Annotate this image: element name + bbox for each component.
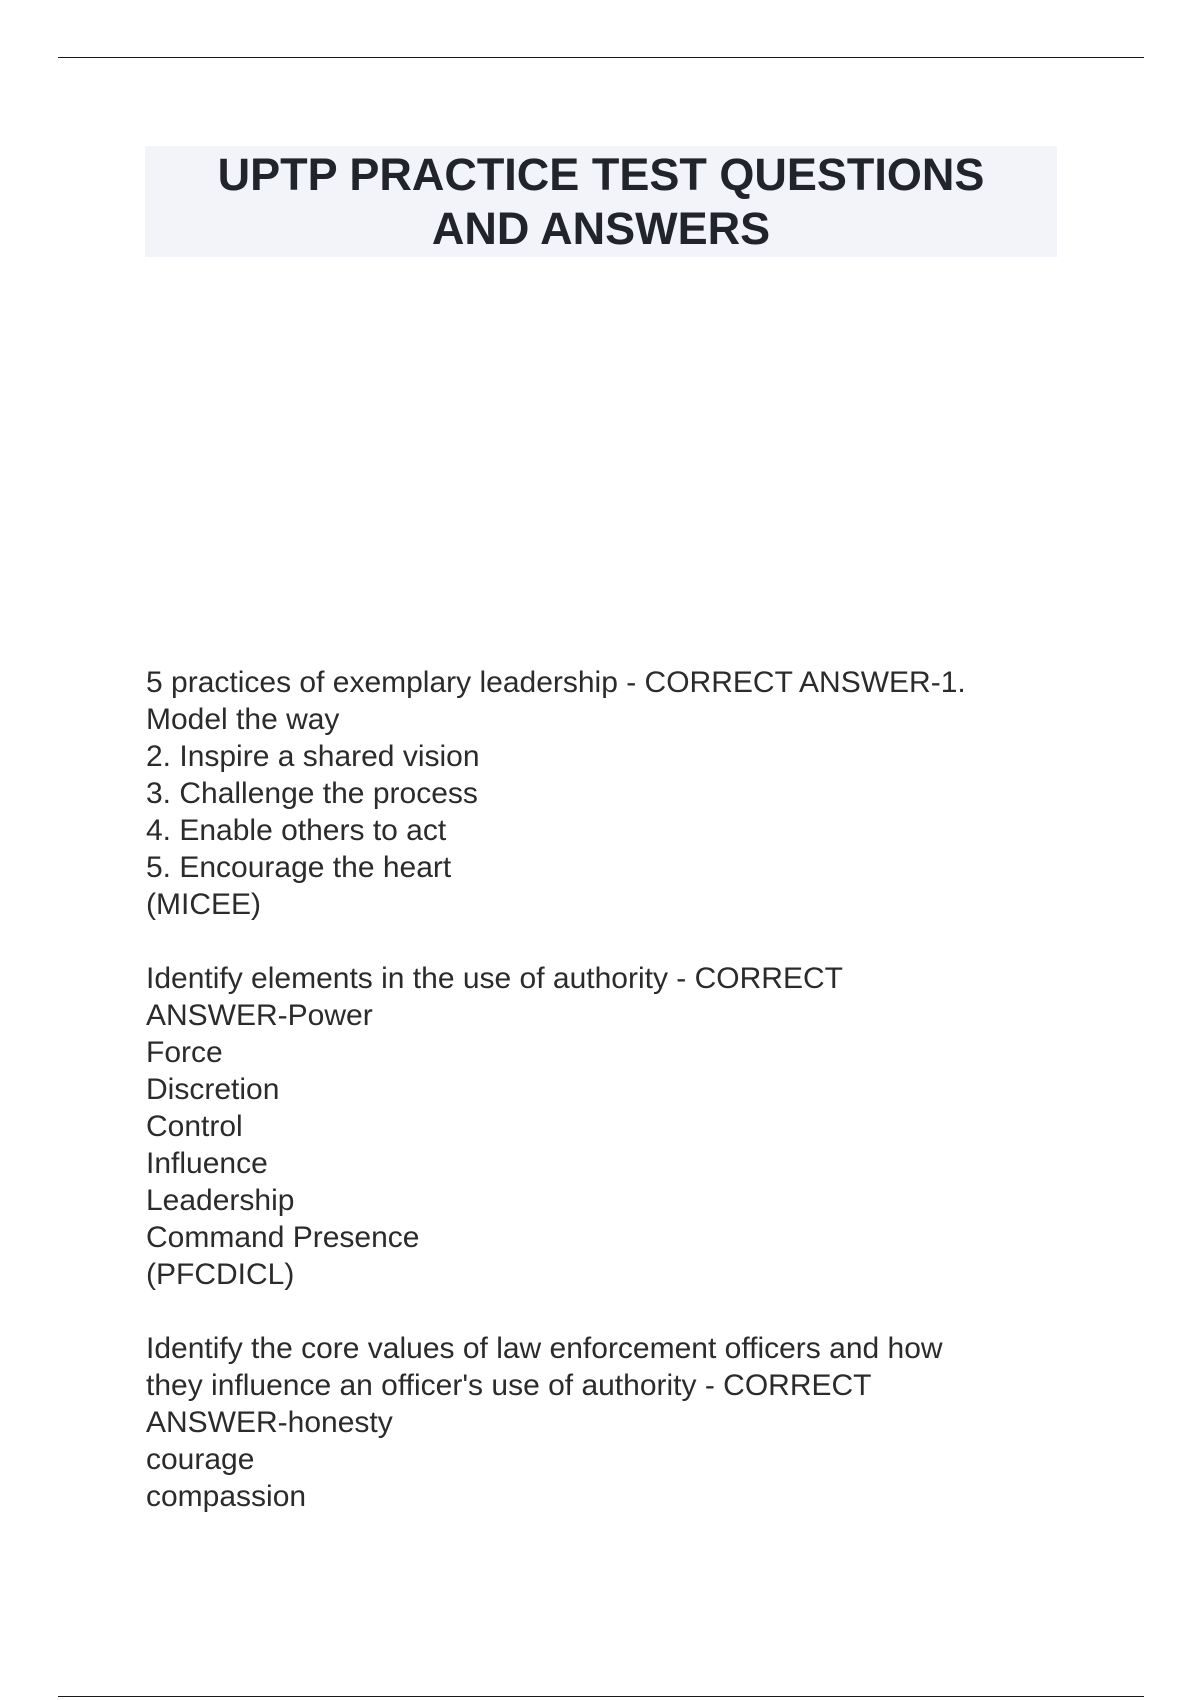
document-title-line-2: AND ANSWERS — [431, 202, 771, 254]
qa-line: ANSWER-honesty — [146, 1406, 393, 1439]
qa-line: Leadership — [146, 1184, 295, 1217]
qa-line: courage — [146, 1443, 255, 1476]
qa-line: Identify the core values of law enforcement officers and how — [146, 1332, 943, 1365]
qa-block-core-values — [146, 1330, 1066, 1515]
qa-line: 4. Enable others to act — [146, 814, 447, 847]
qa-line: Control — [146, 1110, 243, 1143]
qa-line: they influence an officer's use of authority - CORRECT — [146, 1369, 872, 1402]
qa-line: Discretion — [146, 1073, 280, 1106]
qa-block-exemplary-leadership — [146, 664, 1066, 923]
qa-line: Force — [146, 1036, 223, 1069]
document-body — [146, 664, 1066, 1552]
top-rule — [58, 57, 1144, 58]
qa-line: (PFCDICL) — [146, 1258, 295, 1291]
qa-line: (MICEE) — [146, 888, 261, 921]
bottom-rule — [58, 1696, 1144, 1697]
document-title-banner — [145, 146, 1057, 257]
qa-line: 5 practices of exemplary leadership - CORRECT ANSWER-1. — [146, 666, 966, 699]
qa-line: Identify elements in the use of authority - CORRECT — [146, 962, 843, 995]
qa-line: 5. Encourage the heart — [146, 851, 452, 884]
qa-line: Command Presence — [146, 1221, 420, 1254]
qa-line: ANSWER-Power — [146, 999, 373, 1032]
qa-line: 2. Inspire a shared vision — [146, 740, 480, 773]
qa-line: Influence — [146, 1147, 268, 1180]
qa-block-use-of-authority — [146, 960, 1066, 1293]
qa-line: 3. Challenge the process — [146, 777, 478, 810]
qa-line: compassion — [146, 1480, 307, 1513]
document-title-line-1: UPTP PRACTICE TEST QUESTIONS — [217, 148, 985, 200]
qa-line: Model the way — [146, 703, 340, 736]
